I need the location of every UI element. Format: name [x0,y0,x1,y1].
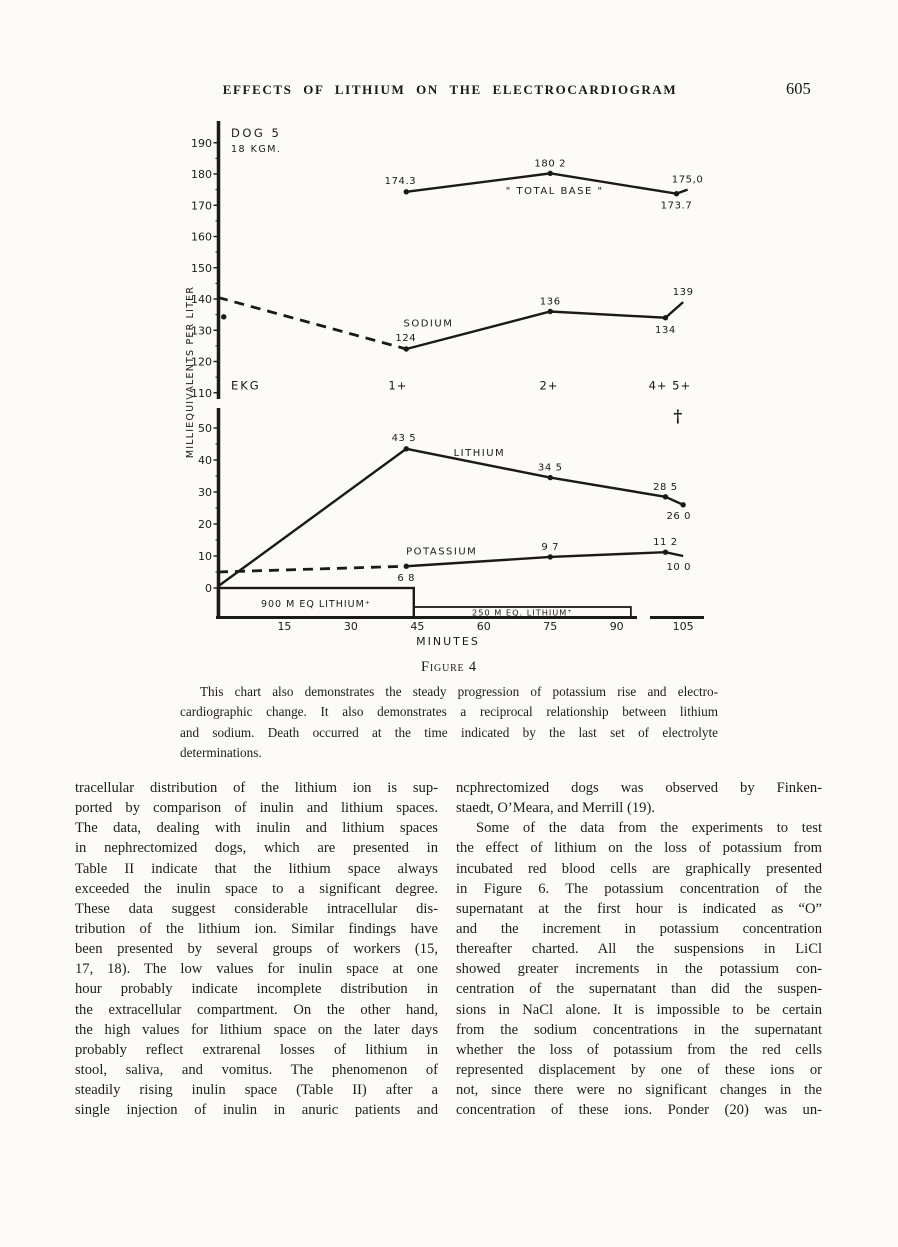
text-line: exceeded the inulin space to a significant degree. [75,880,438,897]
point-label: 173.7 [660,200,693,212]
data-point [663,494,668,499]
point-label: 124 [395,333,417,344]
infusion-box-label: 250 M EQ. LITHIUM⁺ [472,607,573,618]
chart-subtitle: 18 KGM. [231,144,282,155]
data-point [663,549,668,554]
text-line: whether the loss of potassium from the red cells [456,1041,822,1058]
text-line: thereafter charted. All the suspensions in LiCl [456,941,822,958]
ekg-row-label: EKG [231,378,261,393]
text-line: These data suggest considerable intracellular dis- [75,900,438,917]
infusion-box-label: 900 M EQ LITHIUM⁺ [260,599,371,610]
text-line: Some of the data from the experiments to test [476,820,822,837]
point-label: 139 [672,287,694,299]
text-line: and the increment in potassium concentration [456,920,822,937]
figure-caption [180,682,718,763]
text-line: staedt, O’Meara, and Merrill (19). [456,800,655,817]
x-axis-title: MINUTES [416,635,480,648]
data-point [663,315,668,320]
y-tick-label: 30 [198,486,212,499]
point-label: 6 8 [397,573,416,585]
series-label: LITHIUM [453,447,506,459]
data-point [548,309,553,314]
text-line: been presented by several groups of workers (15, [75,941,438,958]
series-label: " TOTAL BASE " [505,185,604,197]
text-line: from the sodium concentrations in the supernatant [456,1021,822,1038]
point-label: 180 2 [534,158,567,170]
text-line: incubated red blood cells are graphically presented [456,860,822,877]
data-point [548,475,553,480]
point-label: 34 5 [537,462,563,474]
y-axis-title: MILLIEQUIVALENTS PER LITER [185,285,196,459]
caption-line: and sodium. Death occurred at the time indicated by the last set of electrolyte [180,724,718,740]
text-line: Table II indicate that the lithium space always [75,860,438,877]
y-tick-label: 110 [191,386,212,400]
text-line: the high values for lithium space on the later days [75,1021,438,1038]
y-tick-label: 160 [191,230,212,244]
page-number: 605 [786,79,811,98]
data-point [674,191,679,196]
data-point [404,346,409,351]
text-line: in nephrectomized dogs, which are presented in [75,840,438,857]
text-line: the effect of lithium on the loss of potassium from [456,840,822,857]
chart-title: DOG 5 [231,126,282,140]
caption-line: determinations. [180,744,262,760]
y-tick-label: 20 [198,518,212,531]
point-label: 134 [654,324,676,336]
text-line: concentration of these ions. Ponder (20) was un- [456,1102,822,1119]
text-line: single injection of inulin in anuric patients and [75,1102,438,1119]
data-line [218,297,406,349]
x-tick-label: 90 [609,620,624,633]
text-line: steadily rising inulin space (Table II) after a [75,1082,438,1099]
text-line: represented displacement by one of these ions or [456,1061,822,1078]
y-tick-label: 190 [191,136,212,150]
text-line: centration of the supernatant than did the suspen- [456,981,822,998]
running-head: EFFECTS OF LITHIUM ON THE ELECTROCARDIOGRAM [222,82,678,97]
y-tick-label: 170 [191,199,212,213]
body-column-right [456,778,822,1120]
data-point [548,554,553,559]
text-line: hour probably indicate incomplete distribution in [75,981,438,998]
text-line: not, since there were no significant changes in the [456,1082,822,1099]
text-line: ncphrectomized dogs was observed by Finken- [456,780,822,796]
point-label: 28 5 [653,481,678,493]
figure-label: Figure 4 [421,659,477,675]
text-line: The data, dealing with inulin and lithium spaces [75,820,438,837]
body-column-left [75,778,438,1120]
data-point [680,502,685,507]
death-dagger-icon: † [673,407,683,427]
y-tick-label: 10 [198,550,212,563]
y-tick-label: 150 [191,261,212,275]
point-label: 11 2 [653,537,678,549]
data-point [548,171,553,176]
point-label: 175,0 [671,174,704,186]
text-line: stool, saliva, and vomitus. The phenomenon of [75,1061,438,1078]
point-label: 10 0 [666,562,692,573]
text-line: showed greater increments in the potassium con- [456,961,822,978]
text-line: sions in NaCl alone. It is impossible to be certain [456,1001,822,1018]
y-tick-label: 120 [191,355,212,369]
series-label: SODIUM [403,318,454,330]
ekg-grade: 4+ 5+ [648,378,692,393]
x-tick-label: 75 [543,620,558,633]
text-line: the extracellular compartment. On the other hand, [75,1001,438,1018]
x-tick-label: 15 [277,620,292,633]
y-tick-label: 130 [191,324,212,338]
data-point [404,446,409,451]
y-tick-label: 180 [191,168,212,181]
caption-line: This chart also demonstrates the steady progression of potassium rise and electro- [200,684,718,699]
data-point [404,189,409,194]
text-line: tracellular distribution of the lithium ion is sup- [75,780,438,796]
data-point [404,564,409,569]
x-tick-label: 60 [476,620,491,633]
caption-line: cardiographic change. It also demonstrates a reciprocal relationship between lithium [180,704,718,720]
point-label: 26 0 [666,510,692,522]
text-line: in Figure 6. The potassium concentration of the [456,880,822,897]
series-label: POTASSIUM [406,546,478,558]
point-label: 136 [539,296,561,308]
y-tick-label: 0 [205,582,212,595]
y-tick-label: 50 [198,422,212,435]
text-line: supernatant at the first hour is indicated as “O” [456,900,822,917]
point-label: 9 7 [541,541,560,553]
text-line: probably reflect extrarenal losses of lithium in [75,1041,438,1058]
text-line: tribution of the lithium ion. Similar findings have [75,920,438,937]
y-tick-label: 40 [198,454,212,467]
x-tick-label: 105 [672,620,694,633]
text-line: 17, 18). The low values for inulin space at one [75,961,438,978]
point-label: 43 5 [391,432,417,444]
stray-data-point [221,314,226,319]
x-tick-label: 45 [410,620,425,633]
point-label: 174.3 [384,175,417,187]
x-tick-label: 30 [343,620,358,633]
ekg-grade: 1+ [388,378,408,393]
ekg-grade: 2+ [539,378,559,393]
data-line [218,449,683,587]
y-tick-label: 140 [191,293,212,306]
text-line: ported by comparison of inulin and lithium spaces. [75,800,438,817]
